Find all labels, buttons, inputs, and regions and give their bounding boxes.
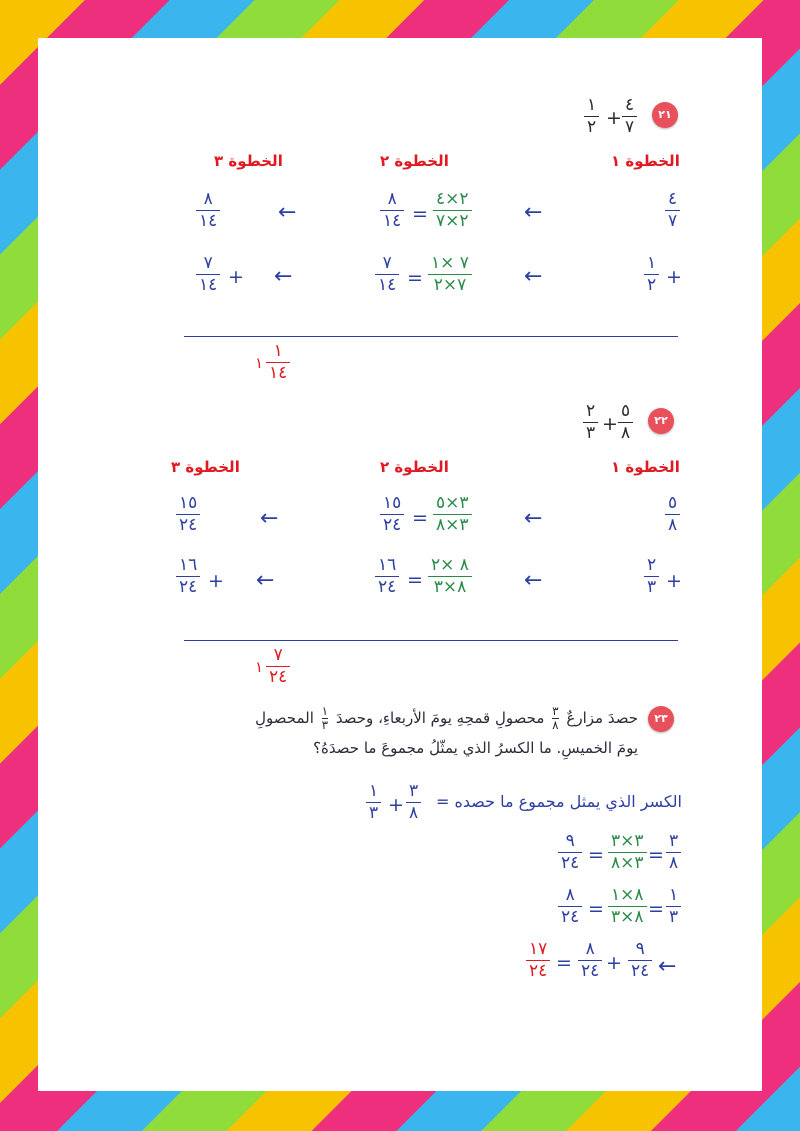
p21-r1-arrow-b: ← <box>278 200 297 225</box>
p21-r1-step2-mult: ٢×٤ ٢×٧ <box>433 190 472 231</box>
worksheet-page <box>38 38 762 1091</box>
p22-r1-step2-result: ١٥ ٢٤ <box>380 494 404 535</box>
p23-ans-plus: + <box>388 794 404 816</box>
problem-22-badge: ٢٢ <box>648 408 674 434</box>
problem-21-badge: ٢١ <box>652 102 678 128</box>
p22-r1-step1-frac: ٥ ٨ <box>665 494 680 535</box>
p23-l2-eq2: = <box>648 898 664 920</box>
p23-answer-label: الكسر الذي يمثل مجموع ما حصده = <box>435 792 682 811</box>
p23-ans-frac1: ٣ ٨ <box>406 782 421 823</box>
p22-expr-frac2: ٢ ٣ <box>583 402 598 443</box>
p21-result-frac: ١ ١٤ <box>266 342 290 383</box>
p21-r2-plus-a: + <box>666 266 682 288</box>
p22-sum-line <box>184 640 678 641</box>
problem-23-badge: ٢٣ <box>648 706 674 732</box>
p22-r2-equals: = <box>407 569 423 591</box>
p22-r2-step1-frac: ٢ ٣ <box>644 556 659 597</box>
p22-r2-step2-mult: ٨ ×٢ ٨×٣ <box>428 556 472 597</box>
p21-result-whole: ١ <box>255 354 264 372</box>
p21-r1-step3-frac: ٨ ١٤ <box>196 190 220 231</box>
p22-r2-arrow-b: ← <box>256 568 275 593</box>
p22-r1-arrow-b: ← <box>260 506 279 531</box>
p21-expr-frac1: ٤ ٧ <box>622 96 637 137</box>
p23-l2-frac-c: ٨ ٢٤ <box>558 886 582 927</box>
p21-r2-step1-frac: ١ ٢ <box>644 254 659 295</box>
p23-l1-eq1: = <box>588 844 604 866</box>
p21-r2-step2-mult: ٧ ×١ ٧×٢ <box>428 254 472 295</box>
p21-r2-plus-b: + <box>228 266 244 288</box>
p23-l2-frac-b: ٨×١ ٨×٣ <box>608 886 647 927</box>
p21-r2-step2-result: ٧ ١٤ <box>375 254 399 295</box>
p22-r2-step2-result: ١٦ ٢٤ <box>375 556 399 597</box>
p22-result-frac: ٧ ٢٤ <box>266 646 290 687</box>
p21-r2-arrow-b: ← <box>274 264 293 289</box>
p23-l3-arrow: ← <box>658 954 677 979</box>
p23-l3-result: ١٧ ٢٤ <box>526 940 550 981</box>
p23-l3-frac-a: ٩ ٢٤ <box>628 940 652 981</box>
p22-r2-step3-frac: ١٦ ٢٤ <box>176 556 200 597</box>
p23-question-line1: حصدَ مزارعٌ ٣ ٨ محصولِ قمحِهِ يومَ الأربعاءِ، وحصدَ ١ ٣ المحصولِ <box>255 704 638 732</box>
p21-r2-equals: = <box>407 267 423 289</box>
p22-expr-plus: + <box>602 413 618 435</box>
p23-l3-eq: = <box>556 952 572 974</box>
p21-expr-plus: + <box>606 107 622 129</box>
p22-r1-step3-frac: ١٥ ٢٤ <box>176 494 200 535</box>
p22-r2-plus-a: + <box>666 570 682 592</box>
p23-l1-frac-a: ٣ ٨ <box>666 832 681 873</box>
p22-r2-arrow-a: ← <box>524 568 543 593</box>
p23-ans-frac2: ١ ٣ <box>366 782 381 823</box>
p21-r2-step3-frac: ٧ ١٤ <box>196 254 220 295</box>
p21-expr-frac2: ١ ٢ <box>584 96 599 137</box>
p21-r1-step2-result: ٨ ١٤ <box>380 190 404 231</box>
p22-r1-equals: = <box>412 507 428 529</box>
p21-r2-arrow-a: ← <box>524 264 543 289</box>
p23-l1-frac-c: ٩ ٢٤ <box>558 832 582 873</box>
p22-step3-label: الخطوة ٣ <box>171 458 240 476</box>
p23-l1-eq2: = <box>648 844 664 866</box>
p23-l3-frac-b: ٨ ٢٤ <box>578 940 602 981</box>
p23-l2-frac-a: ١ ٣ <box>666 886 681 927</box>
p23-question-line2: يومَ الخميسِ. ما الكسرُ الذي يمثّلُ مجموعَ ما حصدَهُ؟ <box>313 739 638 757</box>
p21-r1-step1-frac: ٤ ٧ <box>665 190 680 231</box>
p23-l3-plus: + <box>606 952 622 974</box>
p22-r1-step2-mult: ٣×٥ ٣×٨ <box>433 494 472 535</box>
p22-result-whole: ١ <box>255 658 264 676</box>
p22-expr-frac1: ٥ ٨ <box>618 402 633 443</box>
p21-r1-arrow-a: ← <box>524 200 543 225</box>
p21-step2-label: الخطوة ٢ <box>380 152 449 170</box>
p23-l2-eq1: = <box>588 898 604 920</box>
p21-r1-equals: = <box>412 203 428 225</box>
p22-step2-label: الخطوة ٢ <box>380 458 449 476</box>
p22-step1-label: الخطوة ١ <box>611 458 680 476</box>
p21-sum-line <box>184 336 678 337</box>
p23-l1-frac-b: ٣×٣ ٣×٨ <box>608 832 647 873</box>
p21-step1-label: الخطوة ١ <box>611 152 680 170</box>
p22-r1-arrow-a: ← <box>524 506 543 531</box>
p22-r2-plus-b: + <box>208 570 224 592</box>
p21-step3-label: الخطوة ٣ <box>214 152 283 170</box>
